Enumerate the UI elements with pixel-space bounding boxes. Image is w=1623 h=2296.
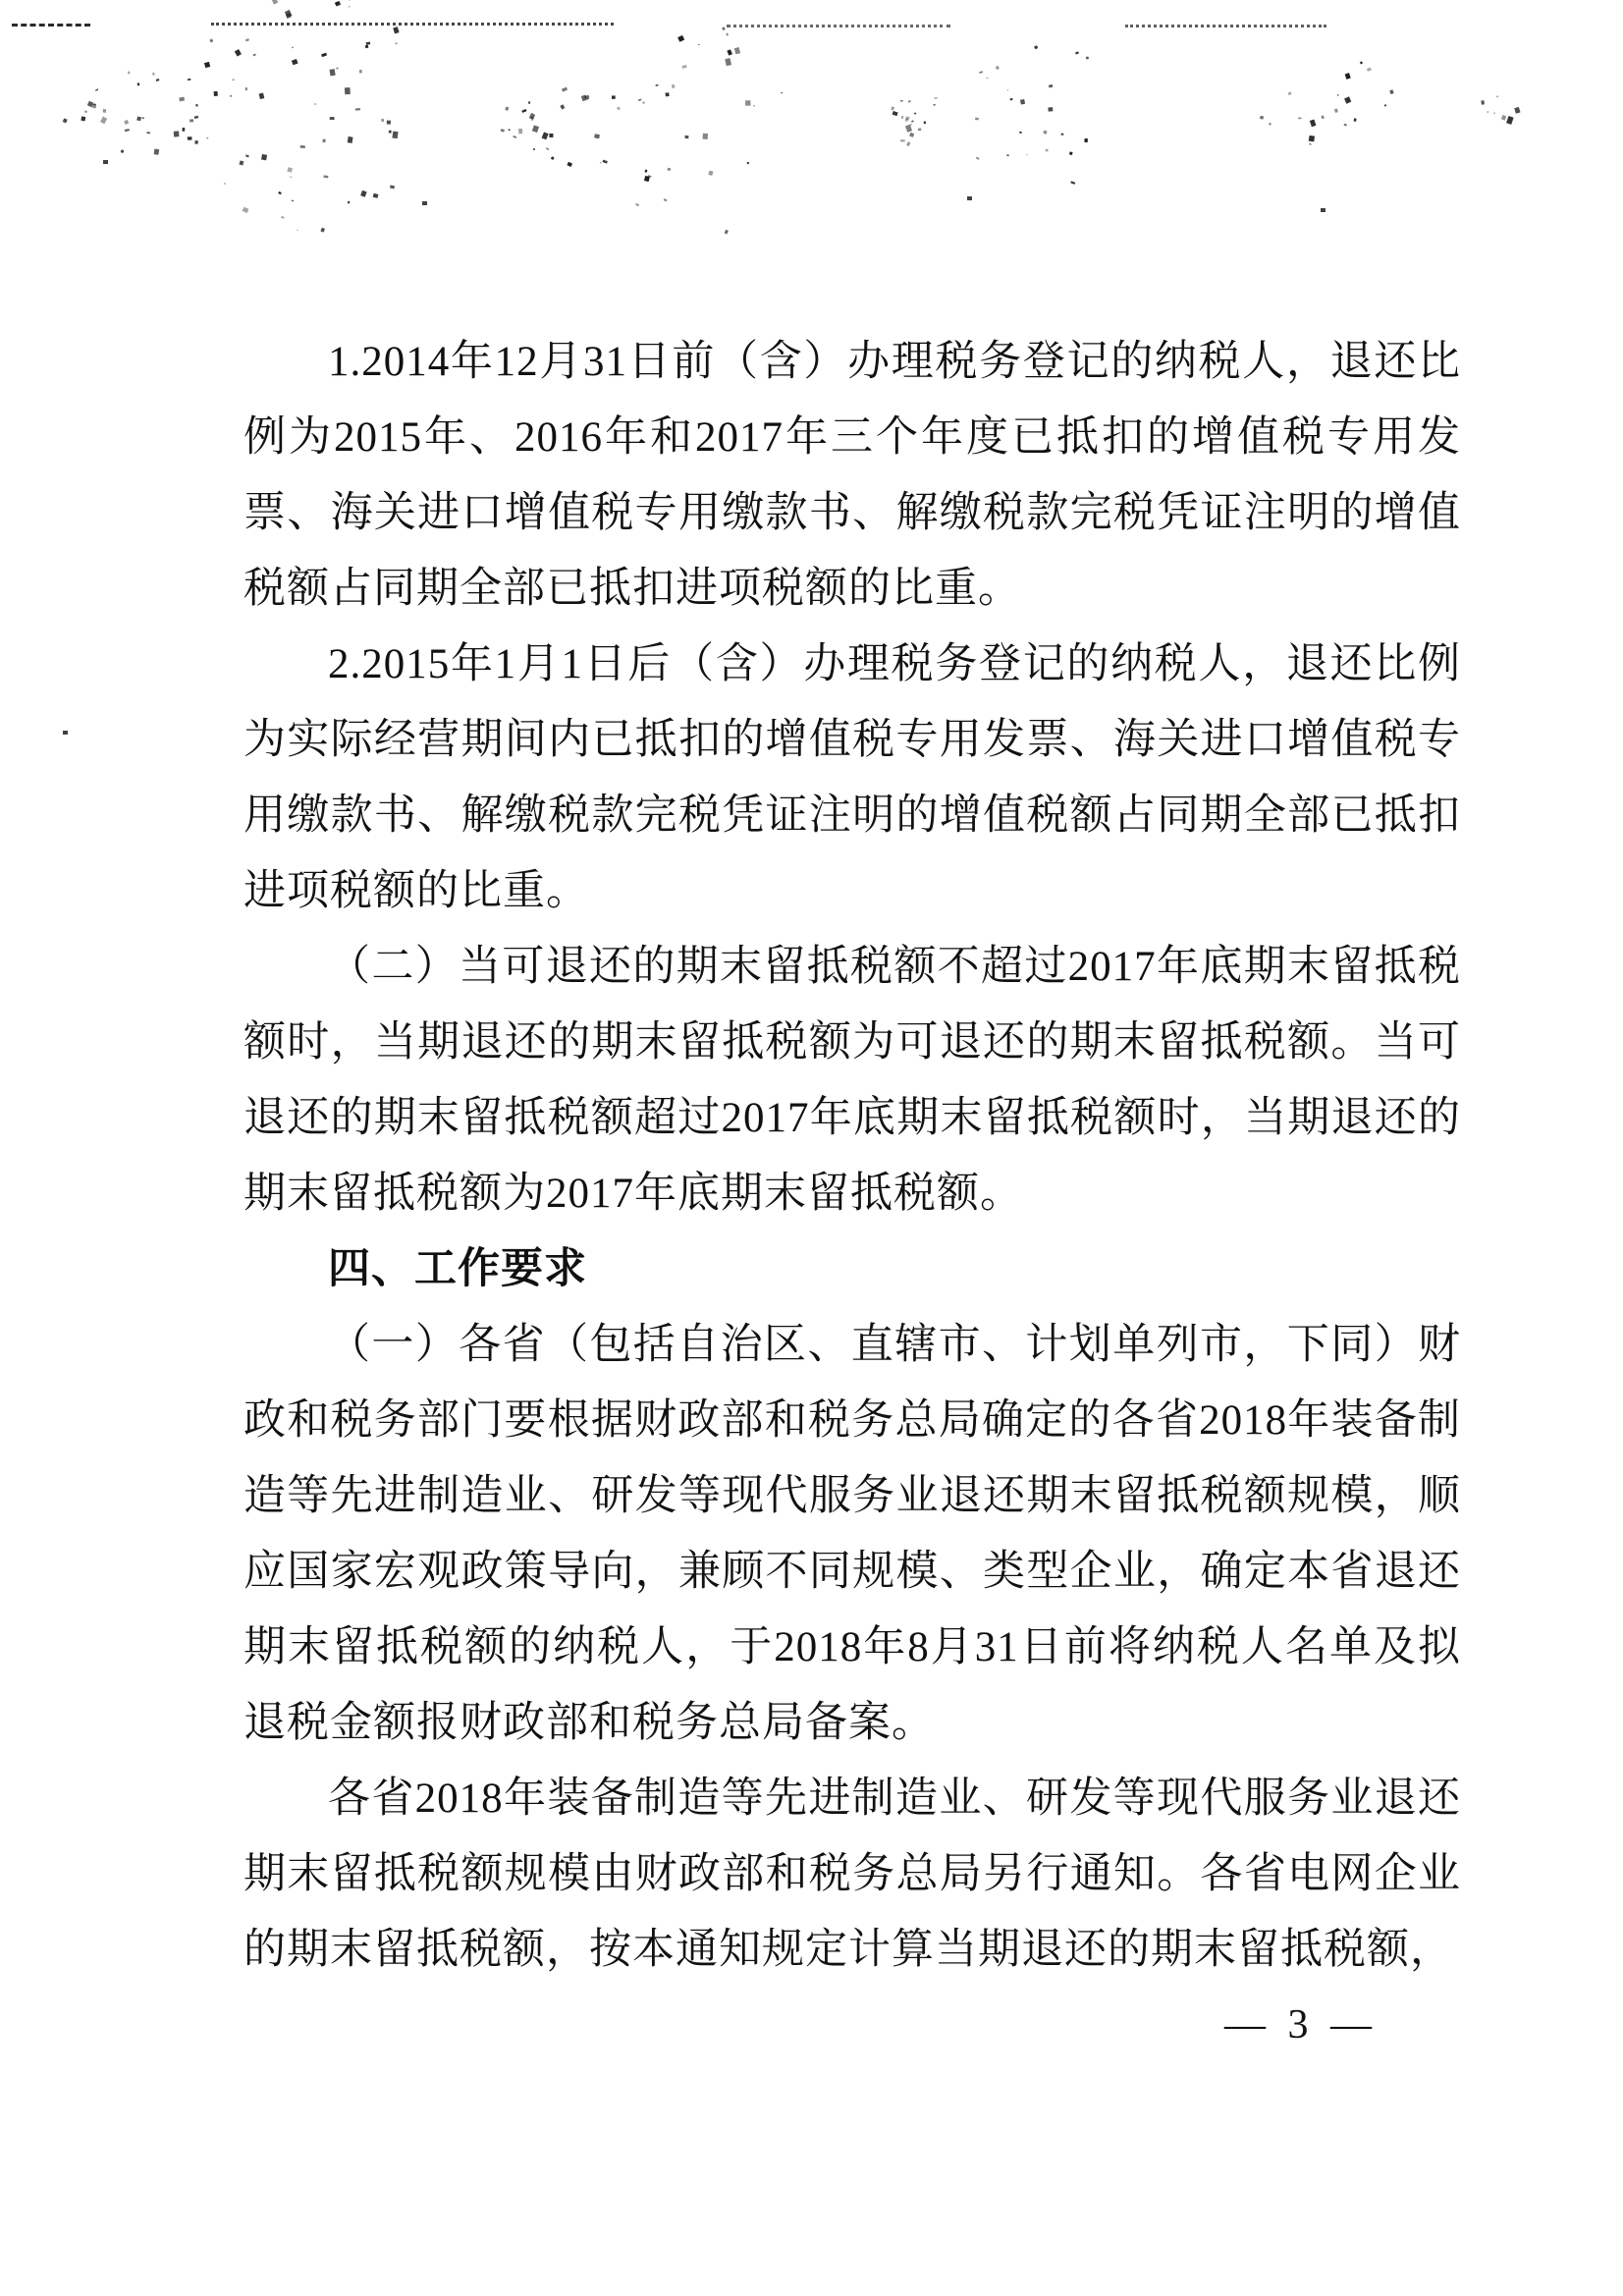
scan-dashed-line [211,23,614,26]
paragraph-refund-ratio-post-2015: 2.2015年1月1日后（含）办理税务登记的纳税人，退还比例为实际经营期间内已抵扣的增值税专用发票、海关进口增值税专用缴款书、解缴税款完税凭证注明的增值税额占同期全部已抵扣进项税额的比重。 [243,641,1461,914]
paragraph-scale-notice: 各省2018年装备制造等先进制造业、研发等现代服务业退还期末留抵税额规模由财政部和税务总局另行通知。各省电网企业的期末留抵税额，按本通知规定计算当期退还的期末留抵税额， [243,1776,1461,1973]
page-number: — 3 — [1224,2002,1378,2048]
paragraph-refund-cap-rule: （二）当可退还的期末留抵税额不超过2017年底期末留抵税额时，当期退还的期末留抵税额为可退还的期末留抵税额。当可退还的期末留抵税额超过2017年底期末留抵税额时，当期退还的期末留抵税额为2017年底期末留抵税额。 [243,944,1461,1217]
scan-dashed-line [1125,25,1326,27]
document-text-column [243,324,1461,1988]
paragraph-provincial-filing: （一）各省（包括自治区、直辖市、计划单列市，下同）财政和税务部门要根据财政部和税务总局确定的各省2018年装备制造等先进制造业、研发等现代服务业退还期末留抵税额规模，顺应国家宏观政策导向，兼顾不同规模、类型企业，确定本省退还期末留抵税额的纳税人，于2018年8月31日前将纳税人名单及拟退税金额报财政部和税务总局备案。 [243,1322,1461,1746]
scan-dashed-line [12,24,90,27]
section-heading-work-requirements: 四、工作要求 [328,1245,587,1292]
paragraph-refund-ratio-pre-2015: 1.2014年12月31日前（含）办理税务登记的纳税人，退还比例为2015年、2016年和2017年三个年度已抵扣的增值税专用发票、海关进口增值税专用缴款书、解缴税款完税凭证注明的增值税额占同期全部已抵扣进项税额的比重。 [243,339,1461,612]
scan-dashed-line [727,25,950,27]
